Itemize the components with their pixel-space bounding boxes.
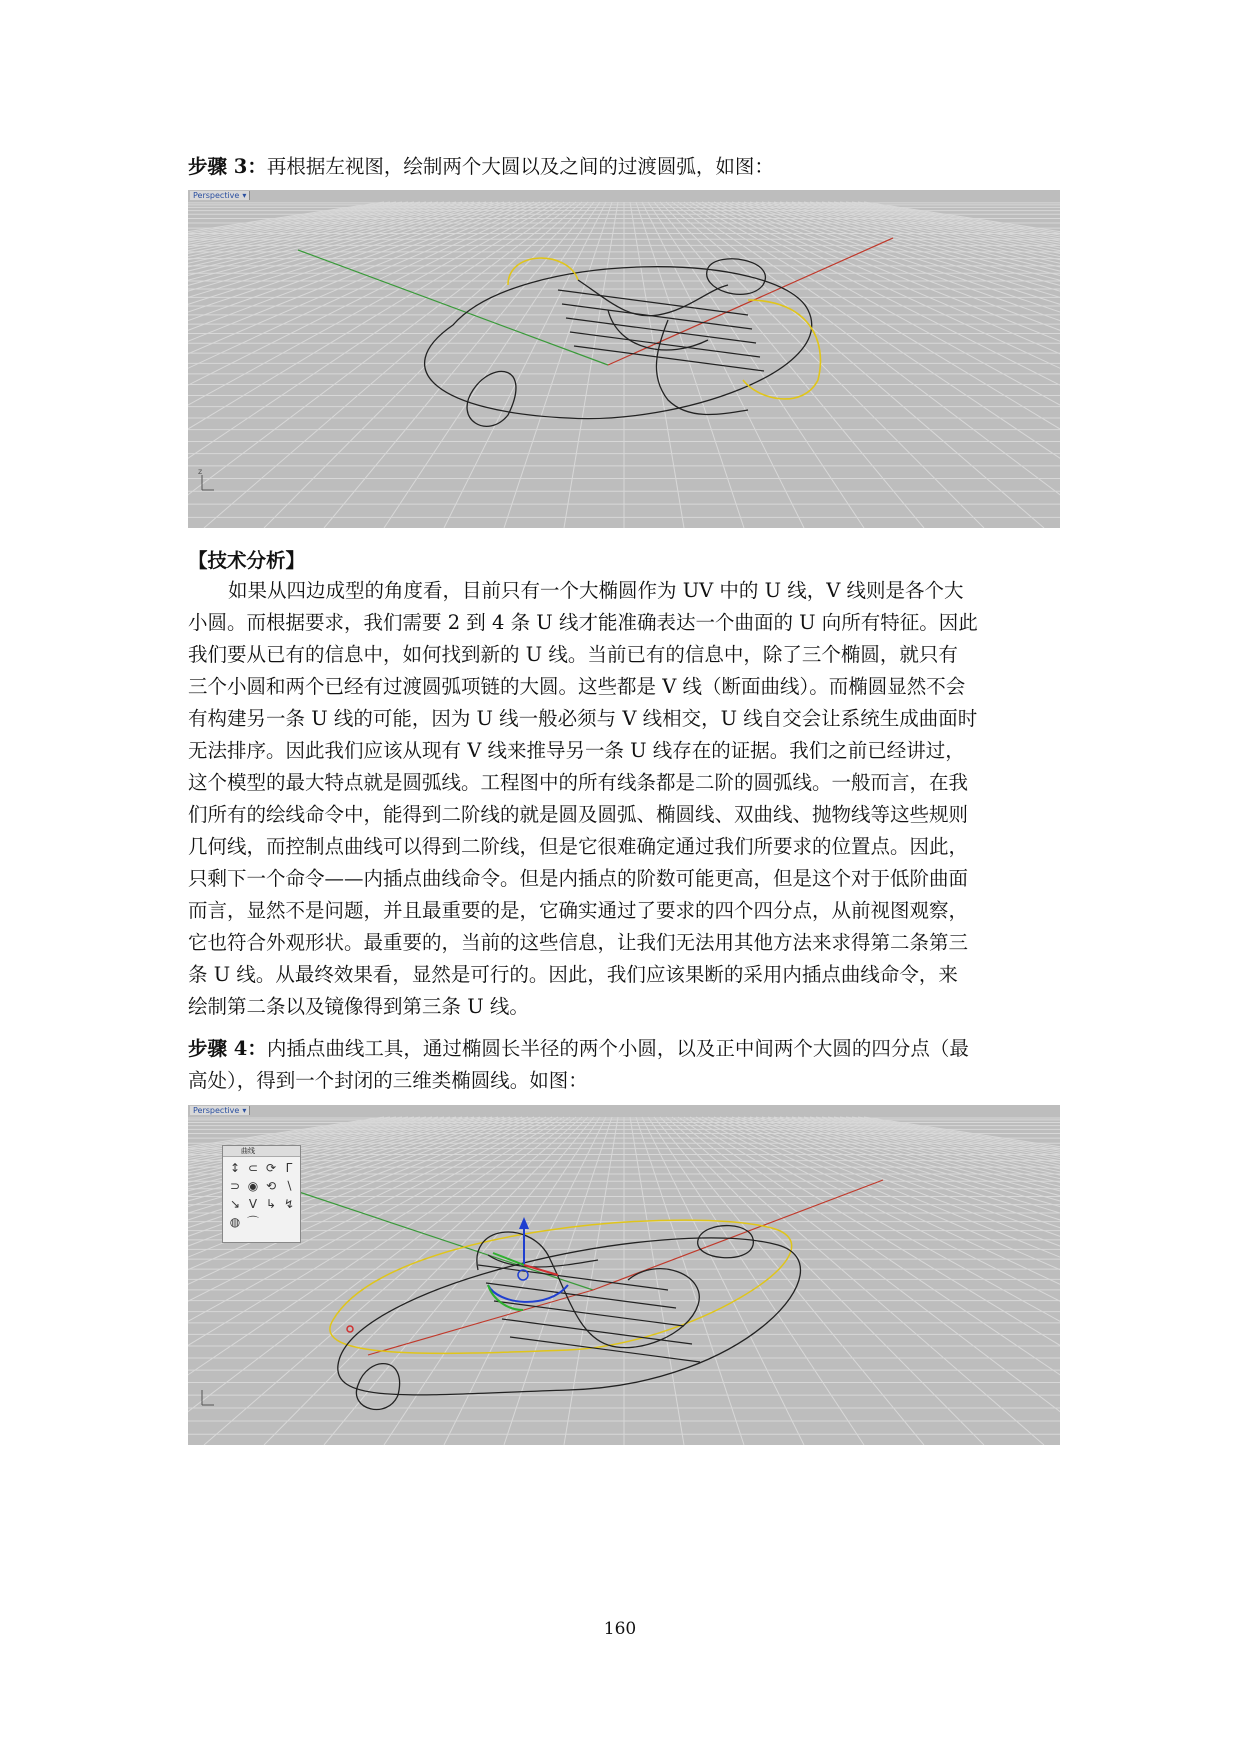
curve-tool-button-icon[interactable]: ↳	[265, 1197, 277, 1211]
step3-label: 步骤 3：	[188, 155, 267, 178]
curve-tool-button-icon[interactable]: ↘	[229, 1197, 241, 1211]
viewport-menu-arrow-icon[interactable]: ▾	[242, 191, 247, 200]
analysis-line: 如果从四边成型的角度看，目前只有一个大椭圆作为 UV 中的 U 线，V 线则是各个大	[228, 579, 964, 602]
page-number: 160	[603, 1619, 637, 1639]
curve-tool-button-icon[interactable]: ◍	[229, 1215, 241, 1229]
analysis-line: 无法排序。因此我们应该从现有 V 线来推导另一条 U 线存在的证据。我们之前已经讲过，	[188, 739, 965, 762]
curve-tool-button-icon[interactable]: ↕	[229, 1161, 241, 1175]
curve-tool-button-icon[interactable]: ↯	[283, 1197, 295, 1211]
curve-tool-button-icon[interactable]: ⌒	[246, 1215, 259, 1229]
figure2-viewport-label[interactable]	[190, 1106, 250, 1115]
curve-tool-button-icon[interactable]: V	[248, 1197, 258, 1211]
analysis-line: 绘制第二条以及镜像得到第三条 U 线。	[188, 995, 529, 1018]
analysis-line: 只剩下一个命令——内插点曲线命令。但是内插点的阶数可能更高，但是这个对于低阶曲面	[188, 867, 969, 890]
step4-line-2: 高处），得到一个封闭的三维类椭圆线。如图：	[188, 1069, 588, 1092]
curve-toolbar-panel[interactable]	[222, 1145, 301, 1243]
step3-text: 再根据左视图，绘制两个大圆以及之间的过渡圆弧，如图：	[266, 155, 774, 178]
analysis-line: 小圆。而根据要求，我们需要 2 到 4 条 U 线才能准确表达一个曲面的 U 向所有特征。因此	[188, 611, 978, 634]
analysis-heading: 【技术分析】	[188, 549, 306, 572]
curve-tool-button-icon[interactable]: ∖	[285, 1179, 293, 1193]
analysis-line: 它也符合外观形状。最重要的，当前的这些信息，让我们无法用其他方法来求得第二条第三	[188, 931, 969, 954]
axis-indicator-label: z	[198, 467, 203, 476]
step4-label: 步骤 4：	[188, 1037, 267, 1060]
analysis-line: 这个模型的最大特点就是圆弧线。工程图中的所有线条都是二阶的圆弧线。一般而言，在我	[188, 771, 969, 794]
curve-tool-button-icon[interactable]: ⟲	[265, 1179, 277, 1193]
figure1-viewport-name: Perspective	[193, 191, 240, 200]
analysis-line: 我们要从已有的信息中，如何找到新的 U 线。当前已有的信息中，除了三个椭圆，就只有	[188, 643, 958, 666]
curve-toolbar-grid	[223, 1157, 300, 1233]
step4-line-1	[188, 1036, 1060, 1062]
curve-tool-button-icon[interactable]: ⊂	[247, 1161, 259, 1175]
curve-toolbar-title: 曲线	[223, 1146, 300, 1157]
figure1-perspective-viewport	[188, 190, 1060, 528]
analysis-line: 几何线，而控制点曲线可以得到二阶线，但是它很难确定通过我们所要求的位置点。因此，	[188, 835, 969, 858]
figure1-viewport-canvas	[188, 190, 1060, 528]
curve-tool-button-icon[interactable]: ⟳	[265, 1161, 277, 1175]
figure2-perspective-viewport	[188, 1105, 1060, 1445]
figure1-viewport-label[interactable]	[190, 191, 250, 200]
curve-tool-button-icon[interactable]: ◉	[247, 1179, 259, 1193]
step4-text-1: 内插点曲线工具，通过椭圆长半径的两个小圆，以及正中间两个大圆的四分点（最	[266, 1037, 969, 1060]
analysis-line: 而言，显然不是问题，并且最重要的是，它确实通过了要求的四个四分点，从前视图观察，	[188, 899, 969, 922]
step3-line	[188, 154, 1060, 180]
viewport-menu-arrow-icon[interactable]: ▾	[242, 1106, 247, 1115]
curve-tool-button-icon[interactable]: ⊃	[229, 1179, 241, 1193]
analysis-line: 们所有的绘线命令中，能得到二阶线的就是圆及圆弧、椭圆线、双曲线、抛物线等这些规则	[188, 803, 969, 826]
analysis-line: 三个小圆和两个已经有过渡圆弧项链的大圆。这些都是 V 线（断面曲线）。而椭圆显然不会	[188, 675, 966, 698]
analysis-line: 条 U 线。从最终效果看，显然是可行的。因此，我们应该果断的采用内插点曲线命令，来	[188, 963, 958, 986]
curve-tool-button-icon[interactable]: Γ	[285, 1161, 293, 1175]
figure2-viewport-name: Perspective	[193, 1106, 240, 1115]
figure2-viewport-canvas	[188, 1105, 1060, 1445]
analysis-line: 有构建另一条 U 线的可能，因为 U 线一般必须与 V 线相交，U 线自交会让系统生成曲面时	[188, 707, 978, 730]
